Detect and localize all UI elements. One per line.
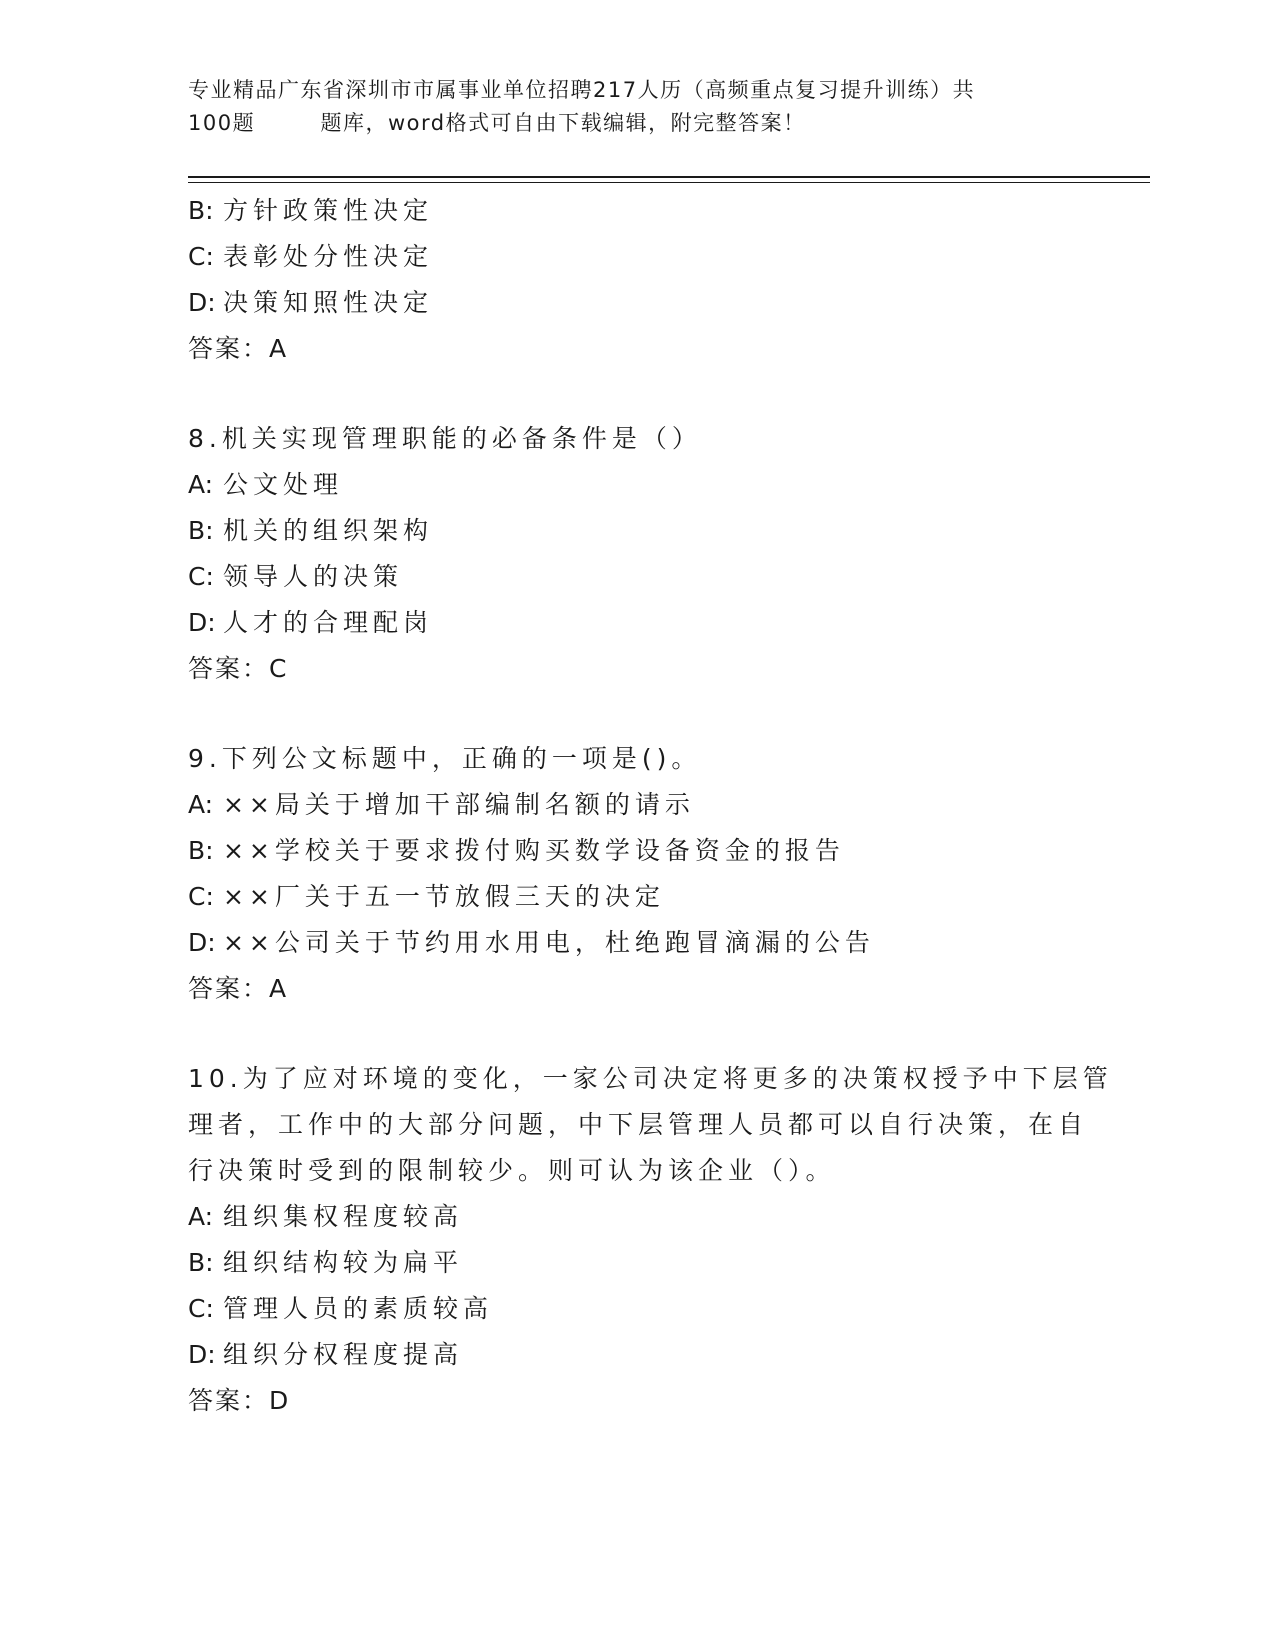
option-c bbox=[188, 554, 1088, 600]
option-letter: C: bbox=[188, 1294, 214, 1323]
answer-line: 答案：A bbox=[188, 334, 289, 363]
option-letter: C: bbox=[188, 242, 214, 271]
option-letter: B: bbox=[188, 516, 214, 545]
option-c bbox=[188, 234, 1088, 280]
option-b bbox=[188, 508, 1088, 554]
question-10 bbox=[188, 1056, 1113, 1424]
question-gap bbox=[188, 692, 1088, 736]
option-letter: D: bbox=[188, 608, 216, 637]
option-b bbox=[188, 1240, 1088, 1286]
option-text: 人才的合理配岗 bbox=[222, 608, 433, 637]
option-text: ××局关于增加干部编制名额的请示 bbox=[222, 790, 695, 819]
option-text: 领导人的决策 bbox=[222, 562, 403, 591]
answer-line: 答案：D bbox=[188, 1386, 291, 1415]
option-letter: A: bbox=[188, 1202, 214, 1231]
option-text: ××厂关于五一节放假三天的决定 bbox=[222, 882, 665, 911]
question-gap bbox=[188, 1012, 1088, 1056]
option-a bbox=[188, 1194, 1088, 1240]
option-letter: B: bbox=[188, 1248, 214, 1277]
option-text: 组织分权程度提高 bbox=[222, 1340, 463, 1369]
option-text: ××公司关于节约用水用电，杜绝跑冒滴漏的公告 bbox=[222, 928, 875, 957]
option-text: 机关的组织架构 bbox=[222, 516, 433, 545]
question-stem-line-3: 行决策时受到的限制较少。则可认为该企业（）。 bbox=[188, 1156, 836, 1185]
option-d bbox=[188, 280, 1088, 326]
header-title-line-2: 100题 题库，word格式可自由下载编辑，附完整答案！ bbox=[188, 111, 806, 135]
header-rule-thin bbox=[188, 182, 1150, 183]
option-letter: A: bbox=[188, 790, 214, 819]
answer-line: 答案：A bbox=[188, 974, 289, 1003]
option-c bbox=[188, 1286, 1088, 1332]
option-text: ××学校关于要求拨付购买数学设备资金的报告 bbox=[222, 836, 845, 865]
header-rule-thick bbox=[188, 176, 1150, 178]
document-header bbox=[188, 74, 1088, 140]
option-letter: B: bbox=[188, 196, 214, 225]
option-d bbox=[188, 1332, 1088, 1378]
option-c bbox=[188, 874, 1088, 920]
option-d bbox=[188, 600, 1088, 646]
question-stem-line-1: 10.为了应对环境的变化，一家公司决定将更多的决策权授予中下层管 bbox=[188, 1064, 1113, 1093]
option-letter: C: bbox=[188, 562, 214, 591]
option-letter: B: bbox=[188, 836, 214, 865]
question-stem-line-2: 理者，工作中的大部分问题，中下层管理人员都可以自行决策，在自 bbox=[188, 1110, 1089, 1139]
option-text: 表彰处分性决定 bbox=[222, 242, 433, 271]
option-text: 管理人员的素质较高 bbox=[222, 1294, 493, 1323]
option-text: 决策知照性决定 bbox=[222, 288, 433, 317]
answer-line: 答案：C bbox=[188, 654, 289, 683]
option-text: 公文处理 bbox=[222, 470, 343, 499]
option-text: 组织结构较为扁平 bbox=[222, 1248, 463, 1277]
option-b bbox=[188, 188, 1088, 234]
question-fragment-7 bbox=[188, 188, 1088, 372]
option-letter: D: bbox=[188, 1340, 216, 1369]
option-text: 方针政策性决定 bbox=[222, 196, 433, 225]
question-9 bbox=[188, 736, 1088, 1012]
option-d bbox=[188, 920, 1088, 966]
option-letter: D: bbox=[188, 928, 216, 957]
option-a bbox=[188, 782, 1088, 828]
option-text: 组织集权程度较高 bbox=[222, 1202, 463, 1231]
question-stem: 8.机关实现管理职能的必备条件是（） bbox=[188, 424, 702, 453]
question-content bbox=[188, 188, 1113, 1424]
question-8 bbox=[188, 416, 1088, 692]
option-b bbox=[188, 828, 1088, 874]
option-a bbox=[188, 462, 1088, 508]
question-gap bbox=[188, 372, 1088, 416]
option-letter: C: bbox=[188, 882, 214, 911]
option-letter: A: bbox=[188, 470, 214, 499]
header-title-line-1: 专业精品广东省深圳市市属事业单位招聘217人历（高频重点复习提升训练）共 bbox=[188, 78, 976, 102]
question-stem: 9.下列公文标题中，正确的一项是()。 bbox=[188, 744, 702, 773]
option-letter: D: bbox=[188, 288, 216, 317]
